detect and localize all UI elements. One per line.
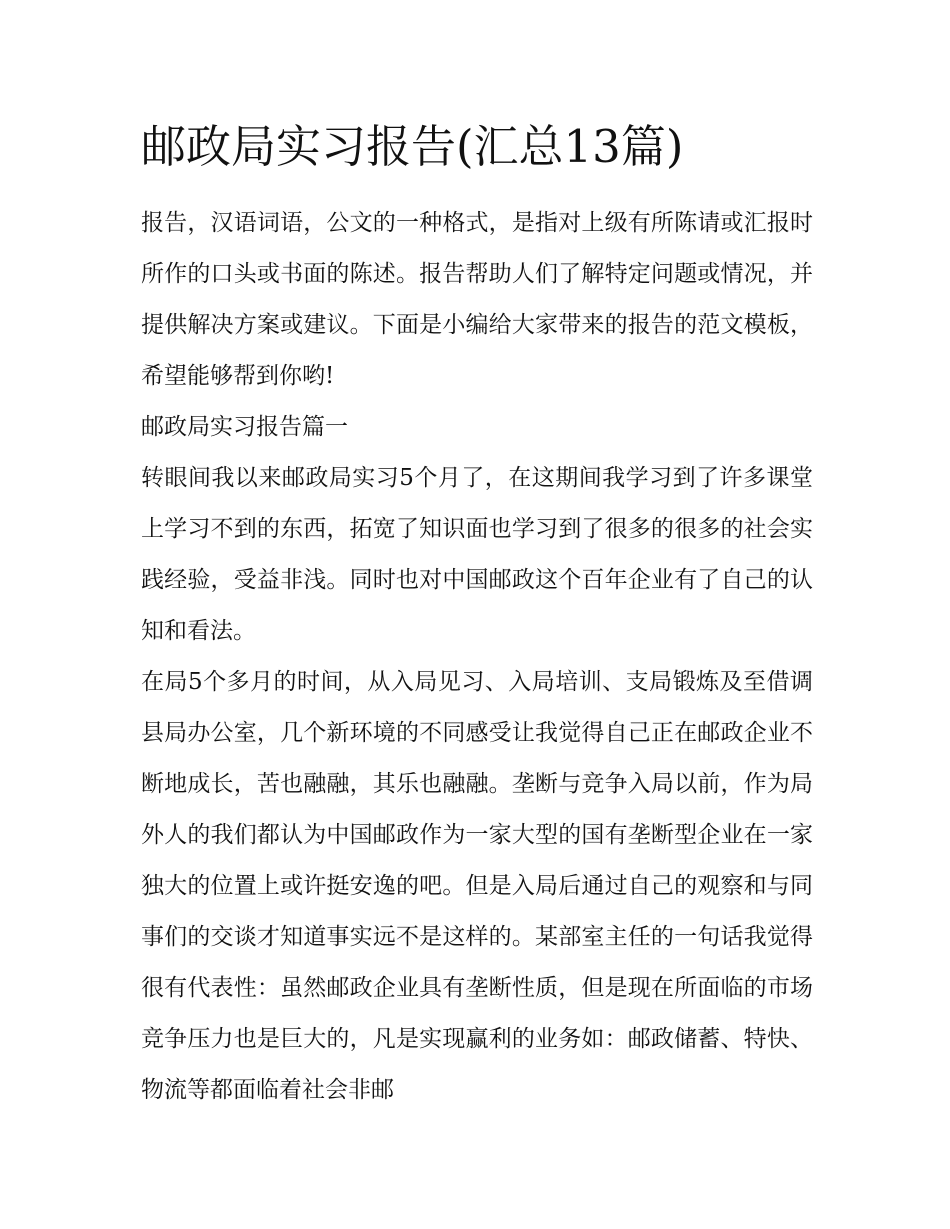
intro-paragraph: 报告，汉语词语，公文的一种格式，是指对上级有所陈请或汇报时所作的口头或书面的陈述。报告帮助人们了解特定问题或情况，并提供解决方案或建议。下面是小编给大家带来的报告的范文模板，希望能够帮到你哟! <box>141 210 813 389</box>
document-body <box>141 198 813 1116</box>
body-paragraph-2: 在局5个多月的时间，从入局见习、入局培训、支局锻炼及至借调县局办公室，几个新环境的不同感受让我觉得自己正在邮政企业不断地成长，苦也融融，其乐也融融。垄断与竞争入局以前，作为局外人的我们都认为中国邮政作为一家大型的国有垄断型企业在一家独大的位置上或许挺安逸的吧。但是入局后通过自己的观察和与同事们的交谈才知道事实远不是这样的。某部室主任的一句话我觉得很有代表性：虽然邮政企业具有垄断性质，但是现在所面临的市场竞争压力也是巨大的，凡是实现赢利的业务如：邮政储蓄、特快、物流等都面临着社会非邮 <box>141 669 813 1103</box>
document-title: 邮政局实习报告(汇总13篇) <box>141 120 684 173</box>
body-paragraph-1: 转眼间我以来邮政局实习5个月了，在这期间我学习到了许多课堂上学习不到的东西，拓宽了知识面也学习到了很多的很多的社会实践经验，受益非浅。同时也对中国邮政这个百年企业有了自己的认知和看法。 <box>141 465 813 644</box>
document-content <box>141 112 813 1116</box>
section-heading: 邮政局实习报告篇一 <box>141 414 348 440</box>
